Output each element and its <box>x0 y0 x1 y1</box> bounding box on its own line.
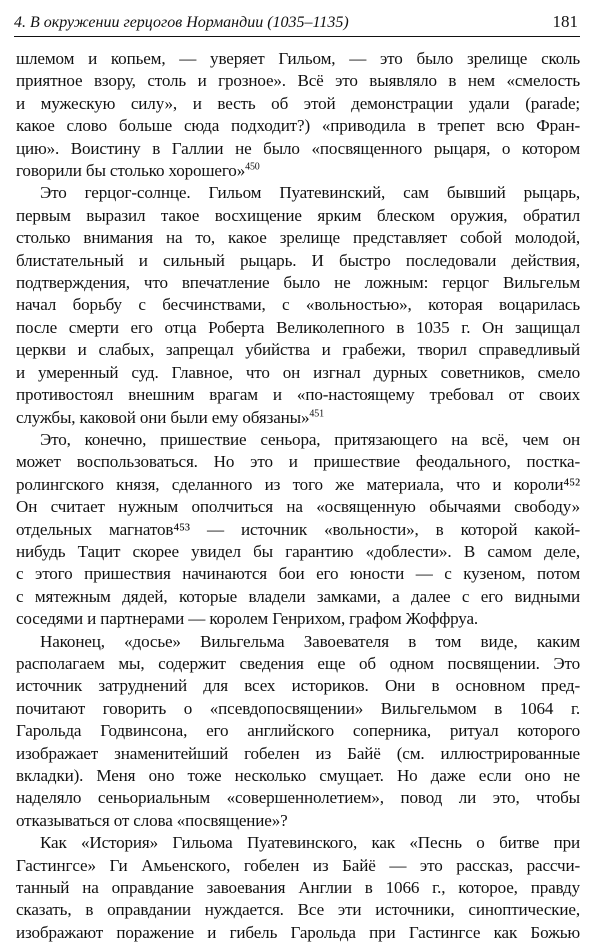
text-line: Гастингсе» Ги Амьенского, гобелен из Байё — это рассказ, рассчи- <box>16 855 580 875</box>
running-head: 4. В окружении герцогов Нормандии (1035–1135) <box>14 14 349 31</box>
text-line: наделяло сеньориальным «совершеннолетием», повод ли это, чтобы <box>16 788 580 808</box>
text-line: изображает знаменитейший гобелен из Байё (см. иллюстрированные <box>16 743 580 763</box>
text-line: соседями и партнерами — королем Генрихом, графом Жоффруа. <box>16 609 479 629</box>
text-line: сказать, в оправдании нуждается. Все эти источники, синоптические, <box>16 900 580 920</box>
text-line: нибудь Тацит скорее увидел бы гарантию «доблести». В самом деле, <box>16 541 580 561</box>
text-line: и мужескую силу», и весть об этой демонстрации удали (parade; <box>16 93 580 113</box>
text-line: какое слово больше сюда подходит?) «приводила в трепет всю Фран- <box>16 116 580 136</box>
text-line: Гарольда Годвинсона, его английского соперника, ритуал которого <box>16 721 580 741</box>
page-header <box>14 6 580 37</box>
text-line: с мятежным дядей, которые владели замками, а далее с его видными <box>16 586 580 606</box>
text-line-content: службы, каковой они были ему обязаны» <box>16 407 310 427</box>
text-line: почитают говорить о «псевдопосвящении» Вильгельмом в 1064 г. <box>16 698 580 718</box>
footnote-marker: 450 <box>245 161 260 173</box>
text-line: Это, конечно, пришествие сеньора, притязающего на всё, чем он <box>40 429 580 449</box>
text-line: танный на оправдание завоевания Англии в 1066 г., которое, правду <box>16 878 580 898</box>
text-line: и умеренный суд. Главное, что он изгнал дурных советников, смело <box>16 362 580 382</box>
paragraph-3 <box>16 429 580 631</box>
text-line: Наконец, «досье» Вильгельма Завоевателя в том виде, каким <box>40 631 580 651</box>
text-line: ролингского князя, сделанного из того же материала, что и короли⁴⁵² <box>16 474 580 494</box>
text-line: подтверждения, что впечатление было не ложным: герцог Вильгельм <box>16 273 580 293</box>
page-body <box>16 48 580 944</box>
text-line: источник затруднений для всех историков. Они в основном пред- <box>16 676 580 696</box>
text-line: отказываться от слова «посвящение»? <box>16 810 288 830</box>
text-line: Это герцог-солнце. Гильом Пуатевинский, сам бывший рыцарь, <box>40 183 580 203</box>
text-line: столько внимания на то, какое зрелище представляет собой молодой, <box>16 228 580 248</box>
paragraph-4 <box>16 631 580 833</box>
text-line-content: говорили бы столько хорошего» <box>16 161 246 181</box>
text-line: начал борьбу с бесчинствами, с «вольностью», которая воцарилась <box>16 295 580 315</box>
paragraph-1 <box>16 48 580 182</box>
text-line: церкви и слабых, запрещал убийства и грабежи, творил справедливый <box>16 340 580 360</box>
text-line: после смерти его отца Роберта Великолепного в 1035 г. Он защищал <box>16 317 580 337</box>
text-line: Как «История» Гильома Пуатевинского, как «Песнь о битве при <box>40 833 580 853</box>
text-line <box>16 407 580 429</box>
text-line: Он считает нужным ополчиться на «освященную обычаями свободу» <box>16 497 580 517</box>
text-line: вкладки). Меня оно тоже несколько смущает. Но даже если оно не <box>16 766 580 785</box>
text-line: располагаем мы, содержит сведения еще об одном посвящении. Это <box>16 653 580 673</box>
footnote-marker: 451 <box>309 407 324 419</box>
text-line: изображают поражение и гибель Гарольда при Гастингсе как Божью <box>16 922 580 942</box>
paragraph-2 <box>16 182 580 428</box>
text-line: приятное взору, столь и грозное». Всё это выявляло в нем «смелость <box>16 71 580 91</box>
text-line: цию». Воистину в Галлии не было «посвященного рыцаря, о котором <box>16 138 580 158</box>
text-line: может воспользоваться. Но это и пришествие феодального, постка- <box>16 452 580 472</box>
text-line: первым выразил такое восхищение ярким блеском оружия, обратил <box>16 205 580 225</box>
text-line: с этого пришествия начинаются бои его юности — с кузеном, потом <box>16 564 580 584</box>
paragraph-5 <box>16 832 580 944</box>
text-line: блистательный и сильный рыцарь. И быстро последовали действия, <box>16 250 580 270</box>
text-line: шлемом и копьем, — уверяет Гильом, — это было зрелище сколь <box>16 49 580 68</box>
text-line: противостоял внешним врагам и «по-настоящему требовал от своих <box>16 385 580 405</box>
text-line: отдельных магнатов⁴⁵³ — источник «вольности», в которой какой- <box>16 519 580 539</box>
text-line <box>16 160 580 182</box>
page-number: 181 <box>552 12 578 31</box>
